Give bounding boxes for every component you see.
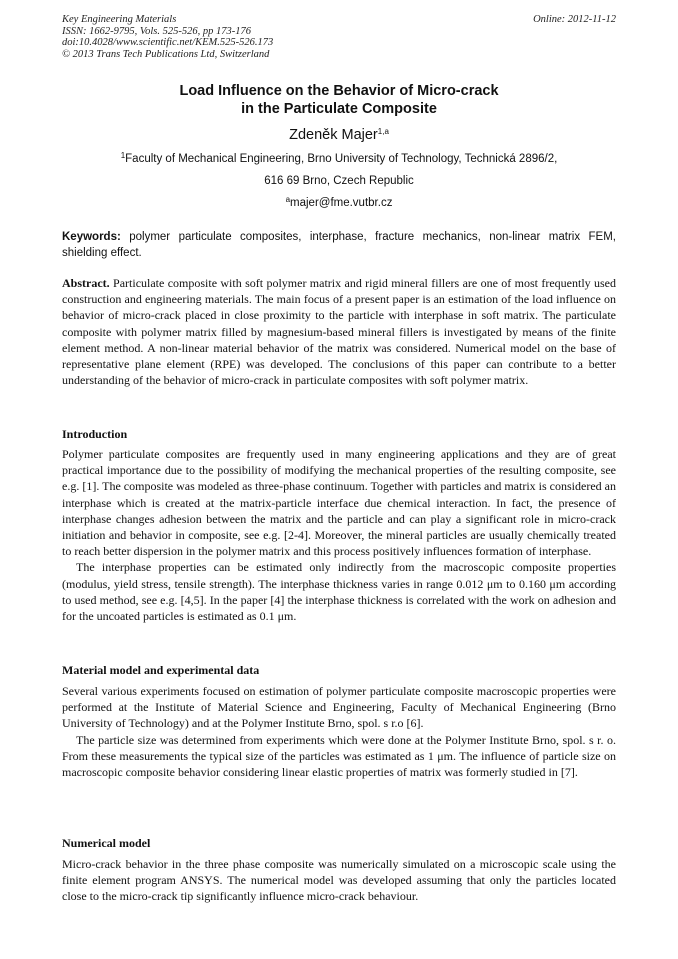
author-sup: 1,a [377, 127, 389, 136]
affiliation-text-1: Faculty of Mechanical Engineering, Brno University of Technology, Technická 2896/2, [125, 153, 558, 165]
keywords-label: Keywords: [62, 231, 121, 243]
email-sup: a [285, 195, 291, 204]
keywords-block [62, 229, 616, 261]
title-line-2: in the Particulate Composite [241, 101, 437, 117]
paper-title [62, 82, 616, 118]
intro-paragraph-1: Polymer particulate composites are frequently used in many engineering applications and they are of great practical importance due to the possibility of modifying the mechanical properties of the resulting composite, see e.g. [1]. The composite was modeled as three-phase continuum. Together with particles and matrix is considered an interphase which is created at the matrix-particle interface due chemical interaction. In fact, the presence of interphase changes adhesion between the matrix and the particle and can play a significant role in micro-crack initiation and behavior in composite, see e.g. [2-4]. Moreover, the mineral particles are usually chemically treated to reach better dispersion in the polymer matrix and this process positively influences formation of interphase. [62, 447, 616, 559]
abstract-text: Particulate composite with soft polymer matrix and rigid mineral fillers are one of most frequently used construction and engineering materials. The main focus of a present paper is an estimation of the load influence on behavior of micro-crack placed in close proximity to the particle with interphase in soft matrix. The particulate composite with polymer matrix filled by magnesium-based mineral fillers is investigated by means of the finite element method. A non-linear material behavior of the matrix was considered. Numerical model on the base of representative plane element (RPE) was developed. The conclusions of this paper can contribute to a better understanding of the behavior of micro-crack in particulate composites with soft polymer matrix. [62, 276, 617, 388]
author-name: Zdeněk Majer [289, 127, 378, 143]
numerical-heading: Numerical model [62, 836, 151, 850]
abstract-block [62, 275, 616, 388]
material-heading: Material model and experimental data [62, 663, 260, 677]
doi-line: doi:10.4028/www.scientific.net/KEM.525-526.173 [62, 37, 274, 48]
material-body [62, 683, 616, 780]
intro-paragraph-2: The interphase properties can be estimated only indirectly from the macroscopic composite properties (modulus, yield stress, tensile strength). The interphase thickness varies in range 0.012 μm to 0.160 μm according to used method, see e.g. [4,5]. In the paper [4] the interphase thickness is correlated with the work on adhesion and for the uncoated particles is estimated as 0.1 μm. [62, 560, 616, 624]
author-line [62, 126, 616, 144]
affiliation-line-1 [62, 152, 616, 166]
online-date: Online: 2012-11-12 [533, 14, 616, 25]
introduction-heading: Introduction [62, 427, 128, 441]
title-line-1: Load Influence on the Behavior of Micro-crack [179, 83, 499, 99]
journal-name: Key Engineering Materials [62, 14, 177, 25]
affiliation-line-2 [62, 174, 616, 188]
abstract-label: Abstract. [62, 276, 110, 290]
issn-line: ISSN: 1662-9795, Vols. 525-526, pp 173-176 [62, 25, 251, 37]
introduction-body [62, 446, 616, 624]
copyright-line: © 2013 Trans Tech Publications Ltd, Switzerland [62, 48, 270, 60]
keywords-text: polymer particulate composites, interphase, fracture mechanics, non-linear matrix FEM, shielding effect. [62, 231, 616, 259]
email-link[interactable]: majer@fme.vutbr.cz [290, 197, 393, 209]
numerical-paragraph-1: Micro-crack behavior in the three phase composite was numerically simulated on a microscopic scale using the finite element program ANSYS. The numerical model was developed assuming that only the particles located close to the micro-crack tip significantly influence micro-crack behaviour. [62, 857, 616, 904]
material-paragraph-2: The particle size was determined from experiments which were done at the Polymer Institute Brno, spol. s r. o. From these measurements the typical size of the particles was estimated as 1 μm. The influence of particle size on macroscopic composite behavior considering linear elastic properties of matrix was formerly studied in [7]. [62, 732, 616, 780]
numerical-body [62, 856, 616, 905]
email-line [62, 196, 616, 210]
affiliation-sup: 1 [120, 151, 126, 160]
journal-header [62, 14, 616, 60]
material-paragraph-1: Several various experiments focused on estimation of polymer particulate composite macroscopic properties were performed at the Institute of Material Science and Engineering, Faculty of Mechanical Engineering (Brno University of Technology) and at the Polymer Institute Brno, spol. s r.o [6]. [62, 684, 616, 731]
affiliation-text-2: 616 69 Brno, Czech Republic [264, 175, 414, 187]
